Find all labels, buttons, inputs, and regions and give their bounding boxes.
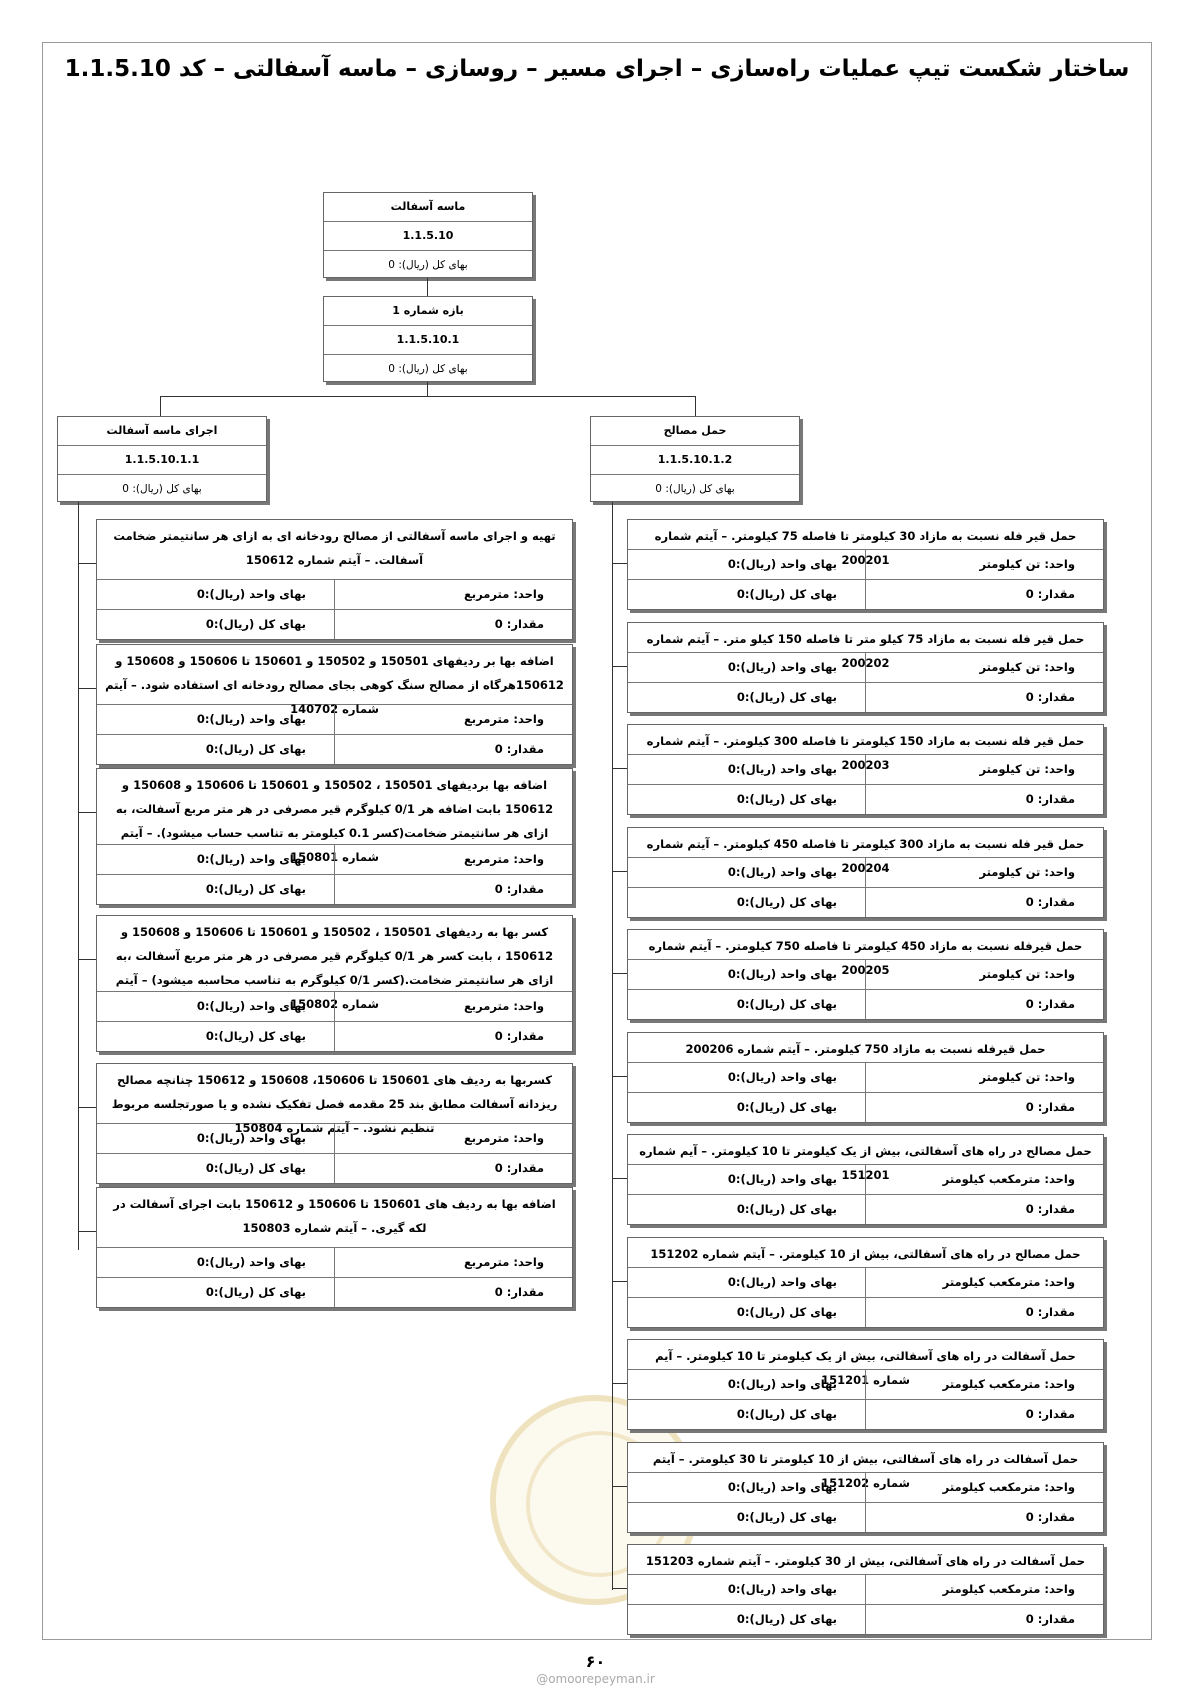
item-total: بهای کل (ریال):0 bbox=[736, 792, 837, 806]
item-unit-price: بهای واحد (ریال):0 bbox=[727, 1172, 837, 1186]
item-row-total bbox=[628, 1400, 1103, 1429]
item-row-total bbox=[628, 785, 1103, 814]
connector bbox=[612, 768, 627, 769]
node-code: 1.1.5.10.1.2 bbox=[591, 446, 799, 475]
work-item-card bbox=[627, 1544, 1104, 1635]
item-row-total bbox=[97, 610, 572, 639]
item-unit: واحد: تن کیلومتر bbox=[865, 858, 1103, 887]
item-quantity: مقدار: 0 bbox=[334, 1278, 572, 1307]
item-unit: واحد: مترمربع bbox=[334, 580, 572, 609]
work-item-card bbox=[627, 622, 1104, 713]
item-row-unit bbox=[628, 858, 1103, 888]
work-item-card bbox=[96, 519, 573, 640]
item-row-total bbox=[97, 1022, 572, 1051]
item-quantity: مقدار: 0 bbox=[334, 875, 572, 904]
item-unit: واحد: مترمکعب کیلومتر bbox=[865, 1370, 1103, 1399]
node-name: بازه شماره 1 bbox=[324, 297, 532, 326]
item-description: حمل قیر فله نسبت به مازاد 30 کیلومتر تا فاصله 75 کیلومتر. – آیتم شماره 200201 bbox=[628, 520, 1103, 550]
connector bbox=[78, 688, 96, 689]
item-quantity: مقدار: 0 bbox=[334, 1022, 572, 1051]
connector bbox=[427, 278, 428, 296]
item-quantity: مقدار: 0 bbox=[865, 1605, 1103, 1634]
item-quantity: مقدار: 0 bbox=[334, 735, 572, 764]
work-item-card bbox=[627, 1237, 1104, 1328]
item-total: بهای کل (ریال):0 bbox=[736, 1612, 837, 1626]
asphalt-execution-node bbox=[57, 416, 267, 502]
node-total: بهای کل (ریال): 0 bbox=[122, 483, 202, 495]
work-item-card bbox=[627, 1339, 1104, 1430]
item-description: حمل قیر فله نسبت به مازاد 75 کیلو متر تا فاصله 150 کیلو متر. – آیتم شماره 200202 bbox=[628, 623, 1103, 653]
item-row-unit bbox=[97, 1124, 572, 1154]
item-description: کسربها به ردیف های 150601 تا 150606، 150608 و 150612 چنانچه مصالح ریزدانه آسفالت مطابق بند 25 مقدمه فصل تفکیک نشده و یا صورتجلسه مربوط تنظیم نشود. – آیتم شماره 150804 bbox=[97, 1064, 572, 1124]
node-code: 1.1.5.10 bbox=[324, 222, 532, 251]
node-name: اجرای ماسه آسفالت bbox=[58, 417, 266, 446]
node-total: بهای کل (ریال): 0 bbox=[388, 363, 468, 375]
work-item-card bbox=[96, 768, 573, 905]
segment-node bbox=[323, 296, 533, 382]
item-description: اضافه بها بر ردیفهای 150501 و 150502 و 150601 تا 150606 و 150608 و 150612هرگاه از مصالح سنگ کوهی بجای مصالح رودخانه ای استفاده شود. – آیتم شماره 140702 bbox=[97, 645, 572, 705]
item-unit-price: بهای واحد (ریال):0 bbox=[727, 659, 837, 674]
item-unit: واحد: مترمربع bbox=[334, 845, 572, 874]
item-unit-price: بهای واحد (ریال):0 bbox=[727, 1274, 837, 1289]
item-unit-price: بهای واحد (ریال):0 bbox=[196, 852, 306, 866]
item-quantity: مقدار: 0 bbox=[334, 1154, 572, 1183]
item-row-total bbox=[628, 580, 1103, 609]
item-quantity: مقدار: 0 bbox=[865, 683, 1103, 712]
connector bbox=[78, 1231, 96, 1232]
item-row-total bbox=[628, 1195, 1103, 1224]
node-code: 1.1.5.10.1.1 bbox=[58, 446, 266, 475]
connector bbox=[612, 871, 627, 872]
item-quantity: مقدار: 0 bbox=[865, 990, 1103, 1019]
item-total: بهای کل (ریال):0 bbox=[736, 1099, 837, 1114]
item-row-total bbox=[97, 875, 572, 904]
item-total: بهای کل (ریال):0 bbox=[736, 1304, 837, 1319]
item-total: بهای کل (ریال):0 bbox=[736, 1509, 837, 1524]
item-unit: واحد: مترمربع bbox=[334, 705, 572, 734]
item-row-unit bbox=[97, 705, 572, 735]
item-total: بهای کل (ریال):0 bbox=[205, 1285, 306, 1299]
item-total: بهای کل (ریال):0 bbox=[736, 689, 837, 704]
connector bbox=[612, 563, 627, 564]
item-quantity: مقدار: 0 bbox=[865, 888, 1103, 917]
page-number: ۶۰ bbox=[585, 1652, 606, 1671]
connector bbox=[612, 666, 627, 667]
item-row-total bbox=[628, 990, 1103, 1019]
item-description: حمل قیرفله نسبت به مازاد 450 کیلومتر تا فاصله 750 کیلومتر. – آیتم شماره 200205 bbox=[628, 930, 1103, 960]
node-name: ماسه آسفالت bbox=[324, 193, 532, 222]
item-row-unit bbox=[628, 653, 1103, 683]
node-name: حمل مصالح bbox=[591, 417, 799, 446]
item-row-total bbox=[97, 1278, 572, 1307]
item-unit-price: بهای واحد (ریال):0 bbox=[196, 587, 306, 601]
item-total: بهای کل (ریال):0 bbox=[736, 997, 837, 1011]
item-unit: واحد: مترمکعب کیلومتر bbox=[865, 1575, 1103, 1604]
work-item-card bbox=[96, 1063, 573, 1184]
item-row-unit bbox=[97, 1248, 572, 1278]
item-row-unit bbox=[628, 755, 1103, 785]
item-description: حمل آسفالت در راه های آسفالتی، بیش از 30 کیلومتر. – آیتم شماره 151203 bbox=[628, 1545, 1103, 1575]
site-watermark: @omoorepeyman.ir bbox=[536, 1672, 655, 1686]
item-row-unit bbox=[628, 1370, 1103, 1400]
connector bbox=[427, 382, 428, 396]
connector bbox=[612, 973, 627, 974]
connector bbox=[612, 1486, 627, 1487]
item-description: حمل قیرفله نسبت به مازاد 750 کیلومتر. – آیتم شماره 200206 bbox=[628, 1033, 1103, 1063]
item-total: بهای کل (ریال):0 bbox=[736, 1407, 837, 1421]
item-row-total bbox=[97, 1154, 572, 1183]
work-item-card bbox=[627, 1442, 1104, 1533]
connector bbox=[612, 1178, 627, 1179]
item-unit: واحد: تن کیلومتر bbox=[865, 755, 1103, 784]
item-unit: واحد: مترمکعب کیلومتر bbox=[865, 1268, 1103, 1297]
connector bbox=[612, 1588, 627, 1589]
item-description: حمل قیر فله نسبت به مازاد 150 کیلومتر تا فاصله 300 کیلومتر. – آیتم شماره 200203 bbox=[628, 725, 1103, 755]
item-unit-price: بهای واحد (ریال):0 bbox=[196, 999, 306, 1013]
work-item-card bbox=[96, 915, 573, 1052]
item-description: اضافه بها به ردیف های 150601 تا 150606 و 150612 بابت اجرای آسفالت در لکه گیری. – آیتم شماره 150803 bbox=[97, 1188, 572, 1248]
item-unit-price: بهای واحد (ریال):0 bbox=[727, 762, 837, 776]
item-quantity: مقدار: 0 bbox=[865, 1298, 1103, 1327]
item-total: بهای کل (ریال):0 bbox=[205, 882, 306, 896]
item-unit-price: بهای واحد (ریال):0 bbox=[727, 1582, 837, 1596]
connector bbox=[160, 396, 161, 416]
item-total: بهای کل (ریال):0 bbox=[736, 587, 837, 601]
item-row-total bbox=[628, 1093, 1103, 1122]
item-row-total bbox=[628, 1605, 1103, 1634]
connector bbox=[612, 1076, 627, 1077]
material-transport-node bbox=[590, 416, 800, 502]
item-quantity: مقدار: 0 bbox=[865, 1503, 1103, 1532]
item-description: حمل آسفالت در راه های آسفالتی، بیش از یک کیلومتر تا 10 کیلومتر. – آیم شماره 151201 bbox=[628, 1340, 1103, 1370]
item-total: بهای کل (ریال):0 bbox=[205, 1161, 306, 1175]
item-row-unit bbox=[628, 1268, 1103, 1298]
connector bbox=[612, 1383, 627, 1384]
item-quantity: مقدار: 0 bbox=[865, 1093, 1103, 1122]
connector bbox=[695, 396, 696, 416]
item-row-total bbox=[628, 683, 1103, 712]
item-unit-price: بهای واحد (ریال):0 bbox=[196, 712, 306, 726]
item-row-unit bbox=[628, 1575, 1103, 1605]
item-description: حمل آسفالت در راه های آسفالتی، بیش از 10 کیلومتر تا 30 کیلومتر. – آیتم شماره 151202 bbox=[628, 1443, 1103, 1473]
left-spine bbox=[78, 502, 79, 1250]
item-unit: واحد: مترمربع bbox=[334, 992, 572, 1021]
item-quantity: مقدار: 0 bbox=[865, 785, 1103, 814]
item-row-unit bbox=[97, 992, 572, 1022]
item-quantity: مقدار: 0 bbox=[334, 610, 572, 639]
page-title: ساختار شکست تیپ عملیات راه‌سازی – اجرای مسیر – روسازی – ماسه آسفالتی – کد 1.1.5.10 bbox=[64, 56, 1130, 82]
node-code: 1.1.5.10.1 bbox=[324, 326, 532, 355]
item-unit-price: بهای واحد (ریال):0 bbox=[727, 1377, 837, 1391]
item-unit-price: بهای واحد (ریال):0 bbox=[727, 864, 837, 879]
item-total: بهای کل (ریال):0 bbox=[736, 894, 837, 909]
item-unit: واحد: مترمربع bbox=[334, 1248, 572, 1277]
item-row-total bbox=[628, 1298, 1103, 1327]
node-total: بهای کل (ریال): 0 bbox=[655, 483, 735, 495]
root-node bbox=[323, 192, 533, 278]
work-item-card bbox=[627, 827, 1104, 918]
item-description: اضافه بها بردیفهای 150501 ، 150502 و 150601 تا 150606 و 150608 و 150612 بابت اضافه هر 0/1 کیلوگرم قیر مصرفی در هر متر مربع آسفالت، به ازای هر سانتیمتر ضخامت(کسر 0.1 کیلومتر به تناسب حساب میشود). – آیتم شماره 150801 bbox=[97, 769, 572, 845]
connector bbox=[78, 812, 96, 813]
item-row-total bbox=[97, 735, 572, 764]
connector bbox=[78, 959, 96, 960]
connector bbox=[612, 1281, 627, 1282]
item-row-unit bbox=[628, 1473, 1103, 1503]
item-total: بهای کل (ریال):0 bbox=[205, 617, 306, 631]
item-unit: واحد: تن کیلومتر bbox=[865, 550, 1103, 579]
item-row-unit bbox=[628, 960, 1103, 990]
item-quantity: مقدار: 0 bbox=[865, 580, 1103, 609]
connector bbox=[78, 563, 96, 564]
item-unit: واحد: تن کیلومتر bbox=[865, 653, 1103, 682]
item-total: بهای کل (ریال):0 bbox=[736, 1202, 837, 1216]
item-row-unit bbox=[628, 550, 1103, 580]
item-unit-price: بهای واحد (ریال):0 bbox=[727, 1479, 837, 1494]
item-description: کسر بها به ردیفهای 150501 ، 150502 و 150601 تا 150606 و 150608 و 150612 ، بابت کسر هر 0/1 کیلوگرم قیر مصرفی در هر متر مربع آسفالت ،به ازای هر سانتیمتر ضخامت.(کسر 0/1 کیلوگرم به تناسب محاسبه میشود) – آیتم شماره 150802 bbox=[97, 916, 572, 992]
item-row-total bbox=[628, 888, 1103, 917]
item-description: حمل مصالح در راه های آسفالتی، بیش از یک کیلومتر تا 10 کیلومتر. – آیم شماره 151201 bbox=[628, 1135, 1103, 1165]
work-item-card bbox=[627, 519, 1104, 610]
item-row-unit bbox=[628, 1165, 1103, 1195]
work-item-card bbox=[96, 1187, 573, 1308]
item-description: حمل مصالح در راه های آسفالتی، بیش از 10 کیلومتر. – آیتم شماره 151202 bbox=[628, 1238, 1103, 1268]
item-description: حمل قیر فله نسبت به مازاد 300 کیلومتر تا فاصله 450 کیلومتر. – آیتم شماره 200204 bbox=[628, 828, 1103, 858]
item-quantity: مقدار: 0 bbox=[865, 1400, 1103, 1429]
item-unit: واحد: تن کیلومتر bbox=[865, 1063, 1103, 1092]
item-quantity: مقدار: 0 bbox=[865, 1195, 1103, 1224]
item-total: بهای کل (ریال):0 bbox=[205, 1029, 306, 1043]
item-unit: واحد: مترمکعب کیلومتر bbox=[865, 1473, 1103, 1502]
item-row-unit bbox=[97, 580, 572, 610]
item-total: بهای کل (ریال):0 bbox=[205, 742, 306, 756]
item-row-unit bbox=[97, 845, 572, 875]
item-unit: واحد: تن کیلومتر bbox=[865, 960, 1103, 989]
node-total: بهای کل (ریال): 0 bbox=[388, 259, 468, 271]
item-unit-price: بهای واحد (ریال):0 bbox=[727, 1069, 837, 1084]
item-row-total bbox=[628, 1503, 1103, 1532]
connector bbox=[78, 1107, 96, 1108]
work-item-card bbox=[96, 644, 573, 765]
item-unit-price: بهای واحد (ریال):0 bbox=[196, 1131, 306, 1145]
item-unit-price: بهای واحد (ریال):0 bbox=[727, 557, 837, 571]
connector bbox=[160, 396, 696, 397]
item-unit-price: بهای واحد (ریال):0 bbox=[196, 1255, 306, 1269]
item-unit: واحد: مترمکعب کیلومتر bbox=[865, 1165, 1103, 1194]
item-row-unit bbox=[628, 1063, 1103, 1093]
work-item-card bbox=[627, 929, 1104, 1020]
work-item-card bbox=[627, 1134, 1104, 1225]
work-item-card bbox=[627, 724, 1104, 815]
work-item-card bbox=[627, 1032, 1104, 1123]
item-unit: واحد: مترمربع bbox=[334, 1124, 572, 1153]
item-description: تهیه و اجرای ماسه آسفالتی از مصالح رودخانه ای به ازای هر سانتیمتر ضخامت آسفالت. – آیتم شماره 150612 bbox=[97, 520, 572, 580]
item-unit-price: بهای واحد (ریال):0 bbox=[727, 967, 837, 981]
